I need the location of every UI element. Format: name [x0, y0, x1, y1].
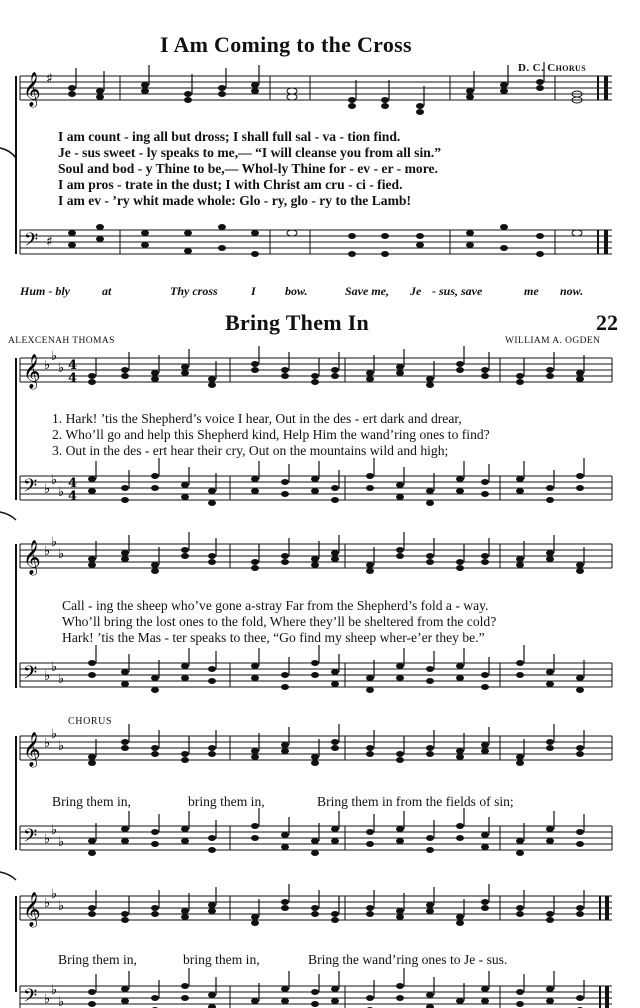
svg-text:♭: ♭	[44, 832, 51, 847]
svg-text:♭: ♭	[51, 983, 58, 998]
bass-word: Save me,	[345, 284, 389, 298]
bass-word: Hum - bly	[20, 284, 70, 298]
hymn1-bass-staff	[0, 222, 640, 282]
svg-text:𝄞: 𝄞	[23, 732, 41, 767]
svg-text:♭: ♭	[44, 669, 51, 684]
svg-text:𝄞: 𝄞	[23, 892, 41, 927]
hymn1-verse-3: Soul and bod - y Thine to be,— Whol-ly Thine for - ev - er - more.	[58, 161, 438, 176]
chorus-phrase: bring them in,	[188, 794, 265, 809]
chorus-treble-staff-1	[0, 728, 640, 788]
svg-text:♭: ♭	[51, 660, 58, 675]
svg-text:♭: ♭	[58, 547, 65, 562]
svg-text:♯: ♯	[46, 71, 53, 87]
svg-text:♭: ♭	[51, 349, 58, 364]
hymn2-treble-staff-2	[0, 536, 640, 596]
chorus-phrase: Bring them in,	[52, 794, 131, 809]
svg-text:𝄢: 𝄢	[23, 476, 38, 501]
hymn2-verse-6: Hark! ’tis the Mas - ter speaks to thee, “Go find my sheep wher-e’er they be.”	[62, 630, 485, 645]
hymn2-verse-4: Call - ing the sheep who’ve gone a-stray Far from the Shepherd’s fold a - way.	[62, 598, 489, 613]
svg-text:𝄢: 𝄢	[23, 826, 38, 851]
svg-text:♭: ♭	[51, 535, 58, 550]
hymn2-treble-staff-1	[0, 350, 640, 410]
hymn2-verse-2: 2. Who’ll go and help this Shepherd kind, Help Him the wand’ring ones to find?	[52, 427, 490, 442]
svg-text:♭: ♭	[51, 727, 58, 742]
svg-text:𝄞: 𝄞	[23, 354, 41, 389]
svg-text:4: 4	[68, 476, 78, 491]
bass-word: Thy cross	[170, 284, 218, 298]
hymn2-verse-5: Who’ll bring the lost ones to the fold, Where they’ll be sheltered from the cold?	[62, 614, 497, 629]
bass-word: Je	[410, 284, 422, 298]
svg-text:♭: ♭	[44, 482, 51, 497]
bass-word: now.	[560, 284, 584, 298]
hymn1-treble-staff	[0, 68, 640, 128]
hymn2-title: Bring Them In	[225, 310, 370, 335]
composer: WILLIAM A. OGDEN	[505, 336, 601, 346]
svg-text:𝄢: 𝄢	[24, 230, 39, 255]
svg-text:♭: ♭	[58, 995, 65, 1008]
hymn2-verse-1: 1. Hark! ’tis the Shepherd’s voice I hear, Out in the des - ert dark and drear,	[52, 411, 462, 426]
chorus-bass-staff-2	[0, 978, 640, 1008]
hymn-number: 22	[596, 310, 618, 335]
svg-text:♭: ♭	[44, 896, 51, 911]
svg-text:4: 4	[68, 371, 78, 386]
chorus-phrase: Bring them in,	[58, 952, 137, 967]
svg-text:♭: ♭	[58, 899, 65, 914]
svg-text:𝄞: 𝄞	[23, 72, 41, 107]
svg-text:♯: ♯	[46, 234, 53, 250]
svg-text:4: 4	[68, 358, 78, 373]
bass-word: - sus, save	[432, 284, 483, 298]
bass-word: I	[251, 284, 256, 298]
chorus-treble-staff-2	[0, 888, 640, 948]
svg-text:♭: ♭	[58, 672, 65, 687]
svg-text:♭: ♭	[58, 485, 65, 500]
hymn1-verse-1: I am count - ing all but dross; I shall full sal - va - tion find.	[58, 129, 401, 144]
bass-word: at	[102, 284, 112, 298]
chorus-label: CHORUS	[68, 716, 113, 727]
svg-text:♭: ♭	[51, 887, 58, 902]
dc-chorus-label: D. C. Chorus	[518, 62, 587, 74]
hymn2-bass-staff-1	[0, 468, 640, 528]
svg-text:♭: ♭	[44, 358, 51, 373]
system-bracket	[0, 0, 20, 992]
svg-text:♭: ♭	[44, 736, 51, 751]
chorus-phrase: Bring them in from the fields of sin;	[317, 794, 514, 809]
bass-word: me	[524, 284, 539, 298]
hymn2-bass-staff-2	[0, 655, 640, 715]
svg-text:♭: ♭	[58, 361, 65, 376]
svg-text:♭: ♭	[51, 823, 58, 838]
bass-word: bow.	[285, 284, 308, 298]
svg-text:𝄢: 𝄢	[23, 663, 38, 688]
chorus-phrase: Bring the wand’ring ones to Je - sus.	[308, 952, 508, 967]
svg-text:♭: ♭	[51, 473, 58, 488]
hymn1-verse-4: I am pros - trate in the dust; I with Christ am cru - ci - fied.	[58, 177, 403, 192]
hymn2-verse-3: 3. Out in the des - ert hear their cry, Out on the mountains wild and high;	[52, 443, 449, 458]
hymn1-title: I Am Coming to the Cross	[160, 32, 412, 57]
author: ALEXCENAH THOMAS	[8, 336, 115, 346]
svg-text:𝄞: 𝄞	[23, 540, 41, 575]
svg-text:♭: ♭	[44, 544, 51, 559]
hymn1-verse-5: I am ev - ’ry whit made whole: Glo - ry, glo - ry to the Lamb!	[58, 193, 412, 208]
chorus-phrase: bring them in,	[183, 952, 260, 967]
svg-text:♭: ♭	[58, 835, 65, 850]
hymn1-verse-2: Je - sus sweet - ly speaks to me,— “I will cleanse you from all sin.”	[58, 145, 442, 160]
svg-text:4: 4	[68, 489, 78, 504]
svg-text:♭: ♭	[44, 992, 51, 1007]
chorus-bass-staff-1	[0, 818, 640, 878]
svg-text:𝄢: 𝄢	[23, 986, 38, 1008]
svg-text:♭: ♭	[58, 739, 65, 754]
